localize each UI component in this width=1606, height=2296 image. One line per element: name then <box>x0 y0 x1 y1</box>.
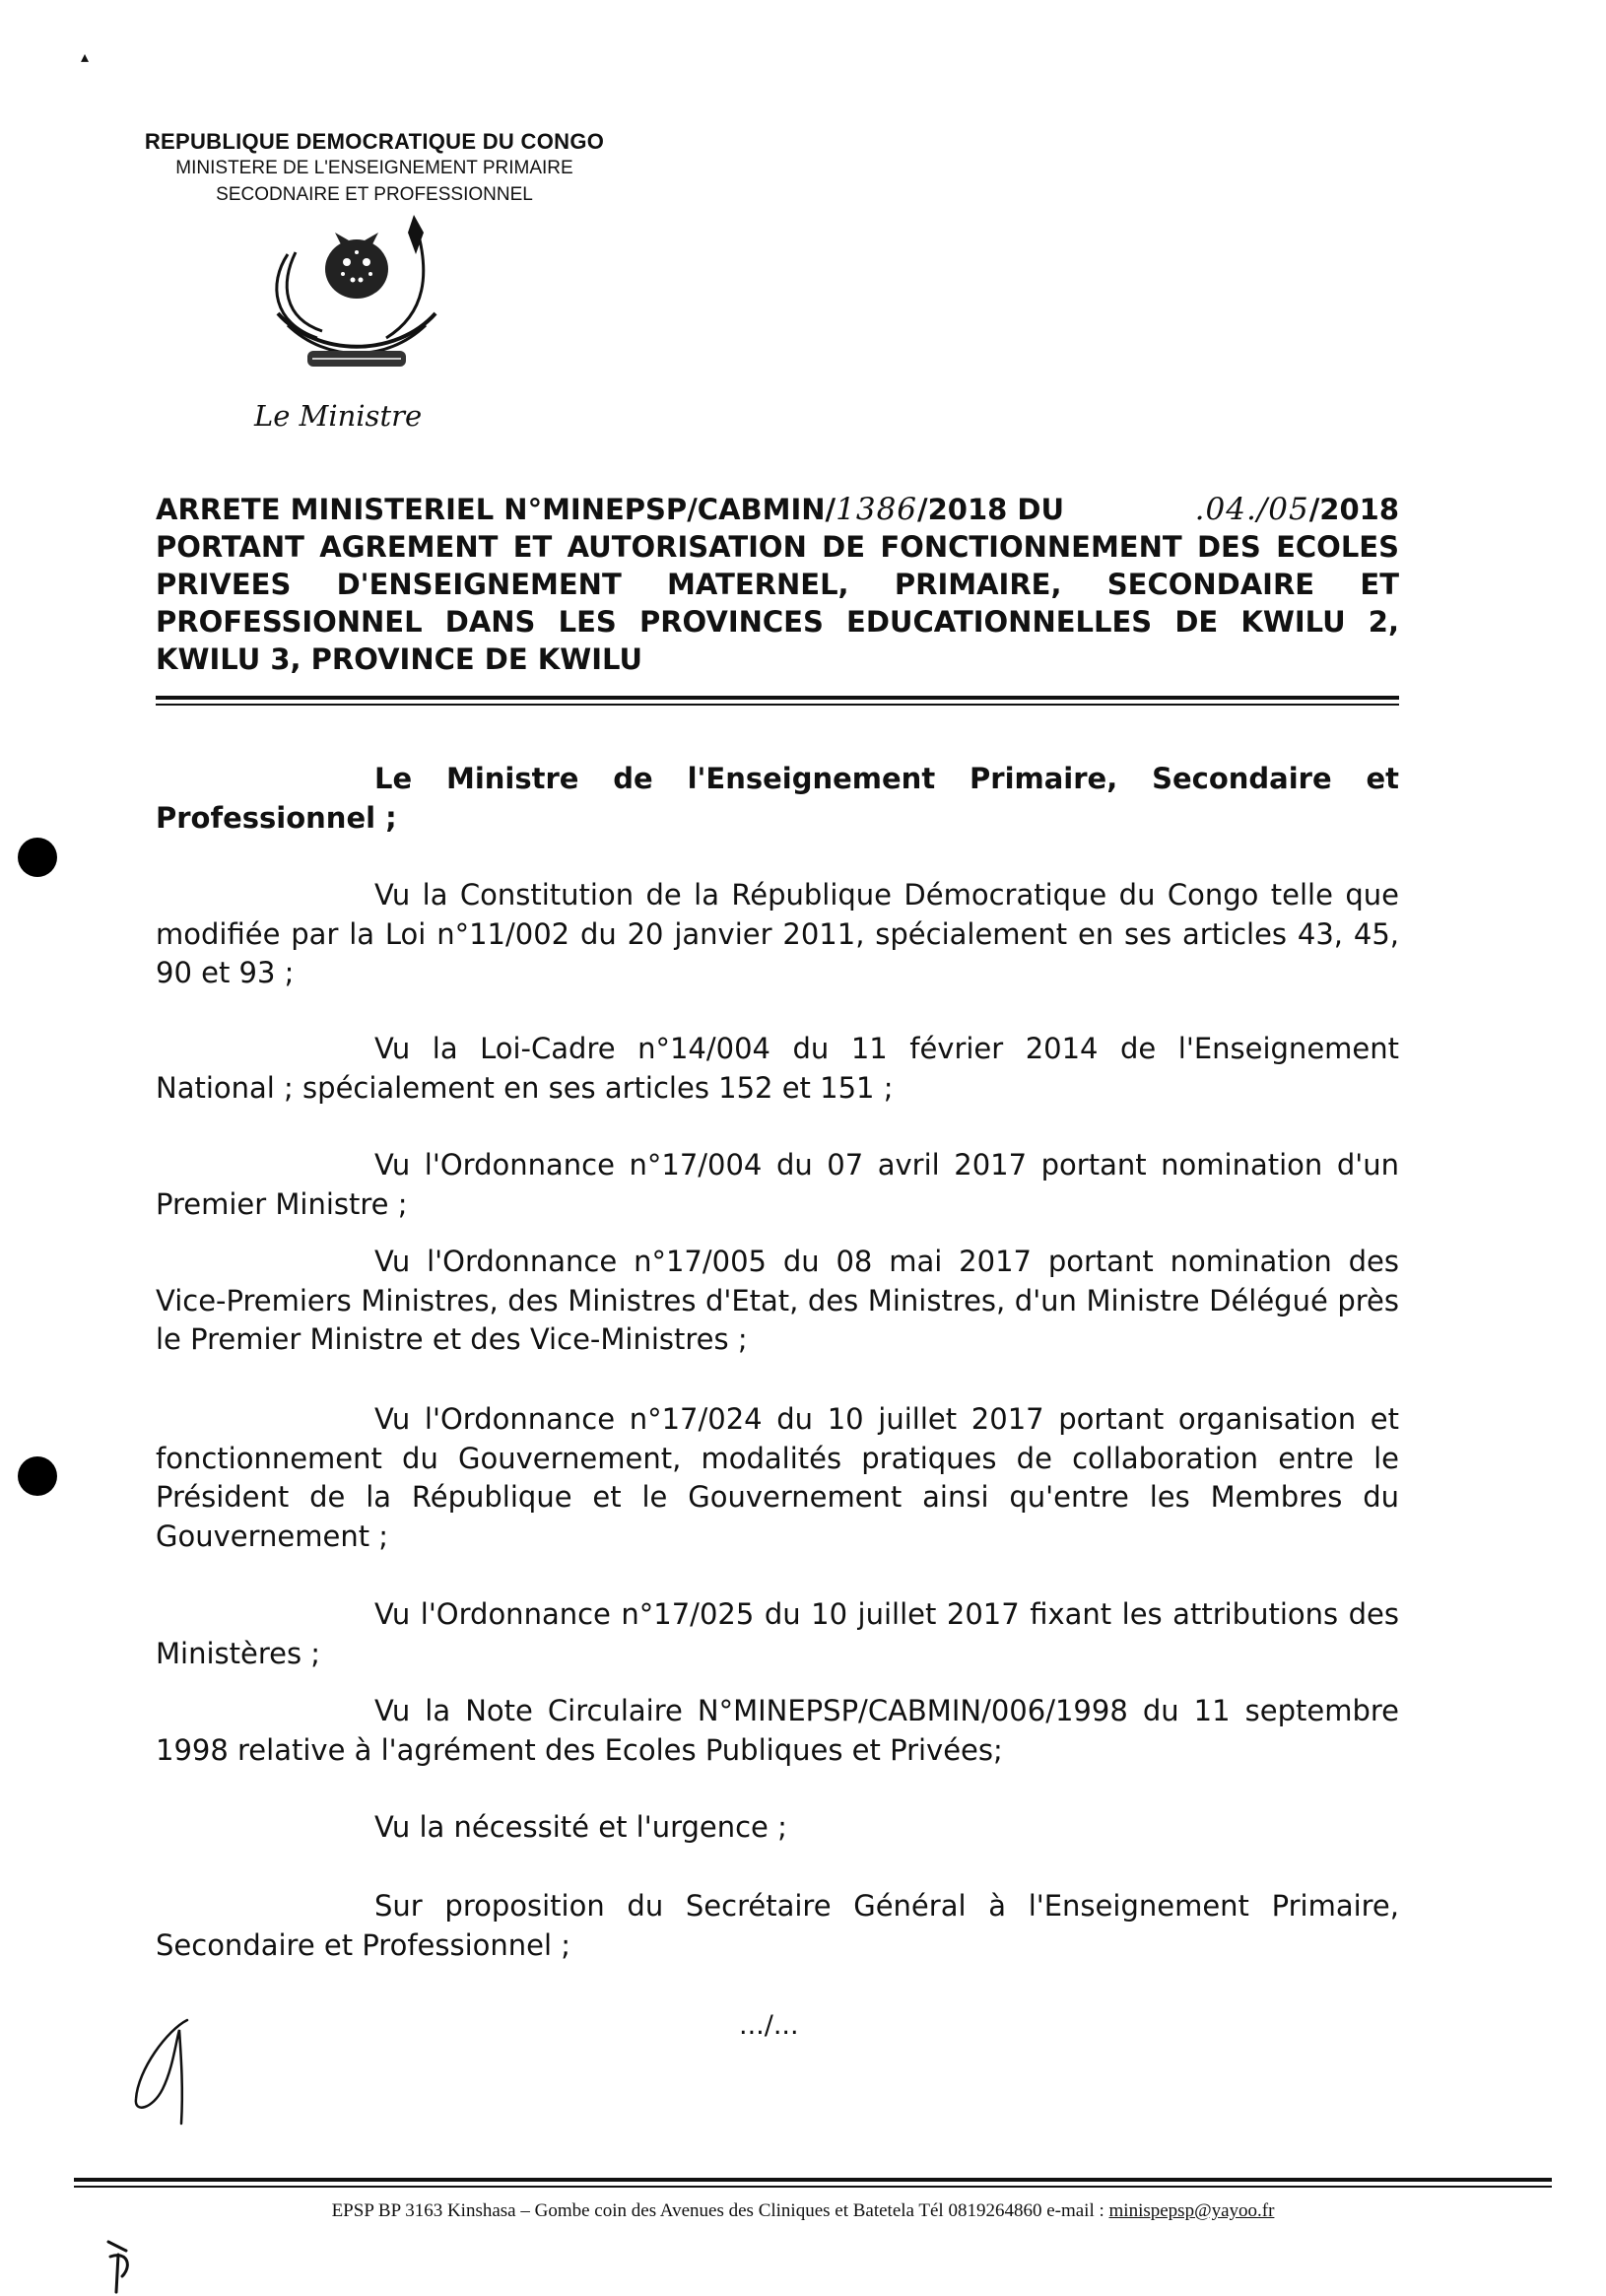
initial-signature-icon <box>118 2000 207 2128</box>
page-mark-icon <box>99 2237 138 2294</box>
punch-hole-icon <box>18 1456 57 1496</box>
ministry-line-2: SECODNAIRE ET PROFESSIONNEL <box>216 184 533 205</box>
footer-email-link[interactable]: minispepsp@yayoo.fr <box>1108 2200 1275 2221</box>
country-name: REPUBLIQUE DEMOCRATIQUE DU CONGO <box>144 129 605 154</box>
title-divider-thin <box>156 704 1399 706</box>
punch-hole-icon <box>18 838 57 877</box>
considerant-ordonnance-004: Vu l'Ordonnance n°17/004 du 07 avril 2017 portant nomination d'un Premier Ministre ; <box>156 1148 1399 1221</box>
decree-number-line <box>156 491 1399 528</box>
footer-divider <box>74 2178 1552 2182</box>
considerant-ordonnance-024: Vu l'Ordonnance n°17/024 du 10 juillet 2017 portant organisation et fonctionnement du Gouvernement, modalités pratiques de collaboration entre le Président de la République et le Gouvernement ainsi qu'entre les Membres du Gouvernement ; <box>156 1402 1399 1553</box>
title-divider <box>156 696 1399 700</box>
decree-date-handwritten: .04./05 <box>1194 492 1309 527</box>
considerant-loi-cadre: Vu la Loi-Cadre n°14/004 du 11 février 2014 de l'Enseignement National ; spécialement en ses articles 152 et 151 ; <box>156 1032 1399 1105</box>
considerant-constitution: Vu la Constitution de la République Démocratique du Congo telle que modifiée par la Loi n°11/002 du 20 janvier 2011, spécialement en ses articles 43, 45, 90 et 93 ; <box>156 878 1399 989</box>
scan-mark: ▴ <box>81 47 90 66</box>
considerant-ordonnance-005: Vu l'Ordonnance n°17/005 du 08 mai 2017 portant nomination des Vice-Premiers Ministres, des Ministres d'Etat, des Ministres, d'un Ministre Délégué près le Premier Ministre et des Vice-Ministres ; <box>156 1245 1399 1356</box>
ministry-line-1: MINISTERE DE L'ENSEIGNEMENT PRIMAIRE <box>175 158 573 178</box>
coat-of-arms-icon <box>258 215 455 372</box>
considerant-urgence: Vu la nécessité et l'urgence ; <box>374 1810 787 1844</box>
footer-address: EPSP BP 3163 Kinshasa – Gombe coin des Avenues des Cliniques et Batetela Tél 0819264860 e-mail : minispepsp@yayoo.fr <box>331 2200 1275 2221</box>
considerant-proposition: Sur proposition du Secrétaire Général à l'Enseignement Primaire, Secondaire et Professionnel ; <box>156 1889 1399 1962</box>
decree-title <box>156 491 1399 678</box>
considerant-note-circulaire: Vu la Note Circulaire N°MINEPSP/CABMIN/006/1998 du 11 septembre 1998 relative à l'agrément des Ecoles Publiques et Privées; <box>156 1694 1399 1767</box>
decree-number-handwritten: 1386 <box>836 492 918 527</box>
preamble-minister: Le Ministre de l'Enseignement Primaire, Secondaire et Professionnel ; <box>156 762 1399 835</box>
signatory-title: Le Ministre <box>254 399 423 433</box>
footer-divider-thin <box>74 2186 1552 2188</box>
letterhead <box>108 128 640 208</box>
continuation-mark: .../... <box>739 2010 799 2041</box>
decree-number-prefix: ARRETE MINISTERIEL N°MINEPSP/CABMIN/1386/2018 DU <box>156 492 1065 527</box>
decree-date: .04./05/2018 <box>1194 492 1399 527</box>
considerant-ordonnance-025: Vu l'Ordonnance n°17/025 du 10 juillet 2017 fixant les attributions des Ministères ; <box>156 1597 1399 1670</box>
decree-subject: PORTANT AGREMENT ET AUTORISATION DE FONCTIONNEMENT DES ECOLES PRIVEES D'ENSEIGNEMENT MATERNEL, PRIMAIRE, SECONDAIRE ET PROFESSIONNEL DANS LES PROVINCES EDUCATIONNELLES DE KWILU 2, KWILU 3, PROVINCE DE KWILU <box>156 530 1399 676</box>
